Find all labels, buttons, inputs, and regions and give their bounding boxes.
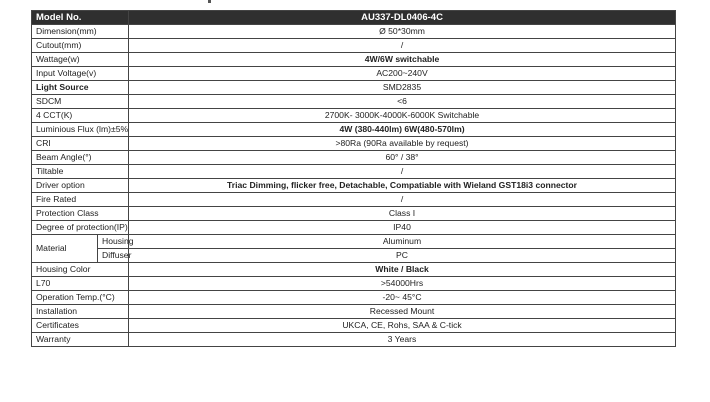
row-label: Cutout(mm)	[32, 39, 129, 53]
row-value: >80Ra (90Ra available by request)	[129, 137, 676, 151]
row-label: Driver option	[32, 179, 129, 193]
row-value: 60° / 38°	[129, 151, 676, 165]
row-label: Installation	[32, 305, 129, 319]
row-value: <6	[129, 95, 676, 109]
row-label: Tiltable	[32, 165, 129, 179]
table-row	[32, 305, 676, 319]
row-label: Dimension(mm)	[32, 25, 129, 39]
row-value: -20~ 45°C	[129, 291, 676, 305]
row-label: Fire Rated	[32, 193, 129, 207]
header-mark	[208, 0, 211, 3]
row-value: White / Black	[129, 263, 676, 277]
table-row	[32, 319, 676, 333]
row-label: Luminious Flux (lm)±5%	[32, 123, 129, 137]
row-value: Class I	[129, 207, 676, 221]
table-header-row	[32, 11, 676, 25]
row-value: 4W/6W switchable	[129, 53, 676, 67]
table-row	[32, 81, 676, 95]
table-row	[32, 165, 676, 179]
row-label: Certificates	[32, 319, 129, 333]
row-value: Ø 50*30mm	[129, 25, 676, 39]
row-value: SMD2835	[129, 81, 676, 95]
row-value: /	[129, 39, 676, 53]
row-label: SDCM	[32, 95, 129, 109]
table-row	[32, 137, 676, 151]
table-row	[32, 277, 676, 291]
table-row	[32, 291, 676, 305]
table-row	[32, 53, 676, 67]
row-label: Light Source	[32, 81, 129, 95]
table-row	[32, 333, 676, 347]
row-label: Housing Color	[32, 263, 129, 277]
row-value: 4W (380-440lm) 6W(480-570lm)	[129, 123, 676, 137]
row-label: Input Voltage(v)	[32, 67, 129, 81]
row-label: L70	[32, 277, 129, 291]
diffuser-value: PC	[129, 249, 676, 263]
spec-sheet	[31, 10, 675, 347]
table-row	[32, 221, 676, 235]
table-row	[32, 235, 676, 249]
table-row	[32, 123, 676, 137]
table-row	[32, 39, 676, 53]
row-value: UKCA, CE, Rohs, SAA & C-tick	[129, 319, 676, 333]
table-row	[32, 249, 676, 263]
row-value: AC200~240V	[129, 67, 676, 81]
row-value: Recessed Mount	[129, 305, 676, 319]
row-value: /	[129, 193, 676, 207]
row-value: 3 Years	[129, 333, 676, 347]
table-row	[32, 207, 676, 221]
table-row	[32, 109, 676, 123]
row-value: Triac Dimming, flicker free, Detachable, Compatiable with Wieland GST18i3 connector	[129, 179, 676, 193]
spec-table	[31, 10, 676, 347]
table-row	[32, 67, 676, 81]
table-row	[32, 193, 676, 207]
table-row	[32, 179, 676, 193]
table-row	[32, 151, 676, 165]
header-label: Model No.	[32, 11, 129, 25]
row-label: Operation Temp.(°C)	[32, 291, 129, 305]
row-label: Beam Angle(°)	[32, 151, 129, 165]
housing-label: Housing	[98, 235, 129, 249]
row-value: 2700K- 3000K-4000K-6000K Switchable	[129, 109, 676, 123]
model-number: AU337-DL0406-4C	[129, 11, 676, 25]
row-value: IP40	[129, 221, 676, 235]
row-label: Warranty	[32, 333, 129, 347]
housing-value: Aluminum	[129, 235, 676, 249]
row-label: Protection Class	[32, 207, 129, 221]
row-value: /	[129, 165, 676, 179]
table-row	[32, 95, 676, 109]
row-label: 4 CCT(K)	[32, 109, 129, 123]
material-label: Material	[32, 235, 98, 263]
row-label: Wattage(w)	[32, 53, 129, 67]
row-label: CRI	[32, 137, 129, 151]
row-value: >54000Hrs	[129, 277, 676, 291]
table-row	[32, 25, 676, 39]
row-label: Degree of protection(IP)	[32, 221, 129, 235]
diffuser-label: Diffuser	[98, 249, 129, 263]
table-row	[32, 263, 676, 277]
